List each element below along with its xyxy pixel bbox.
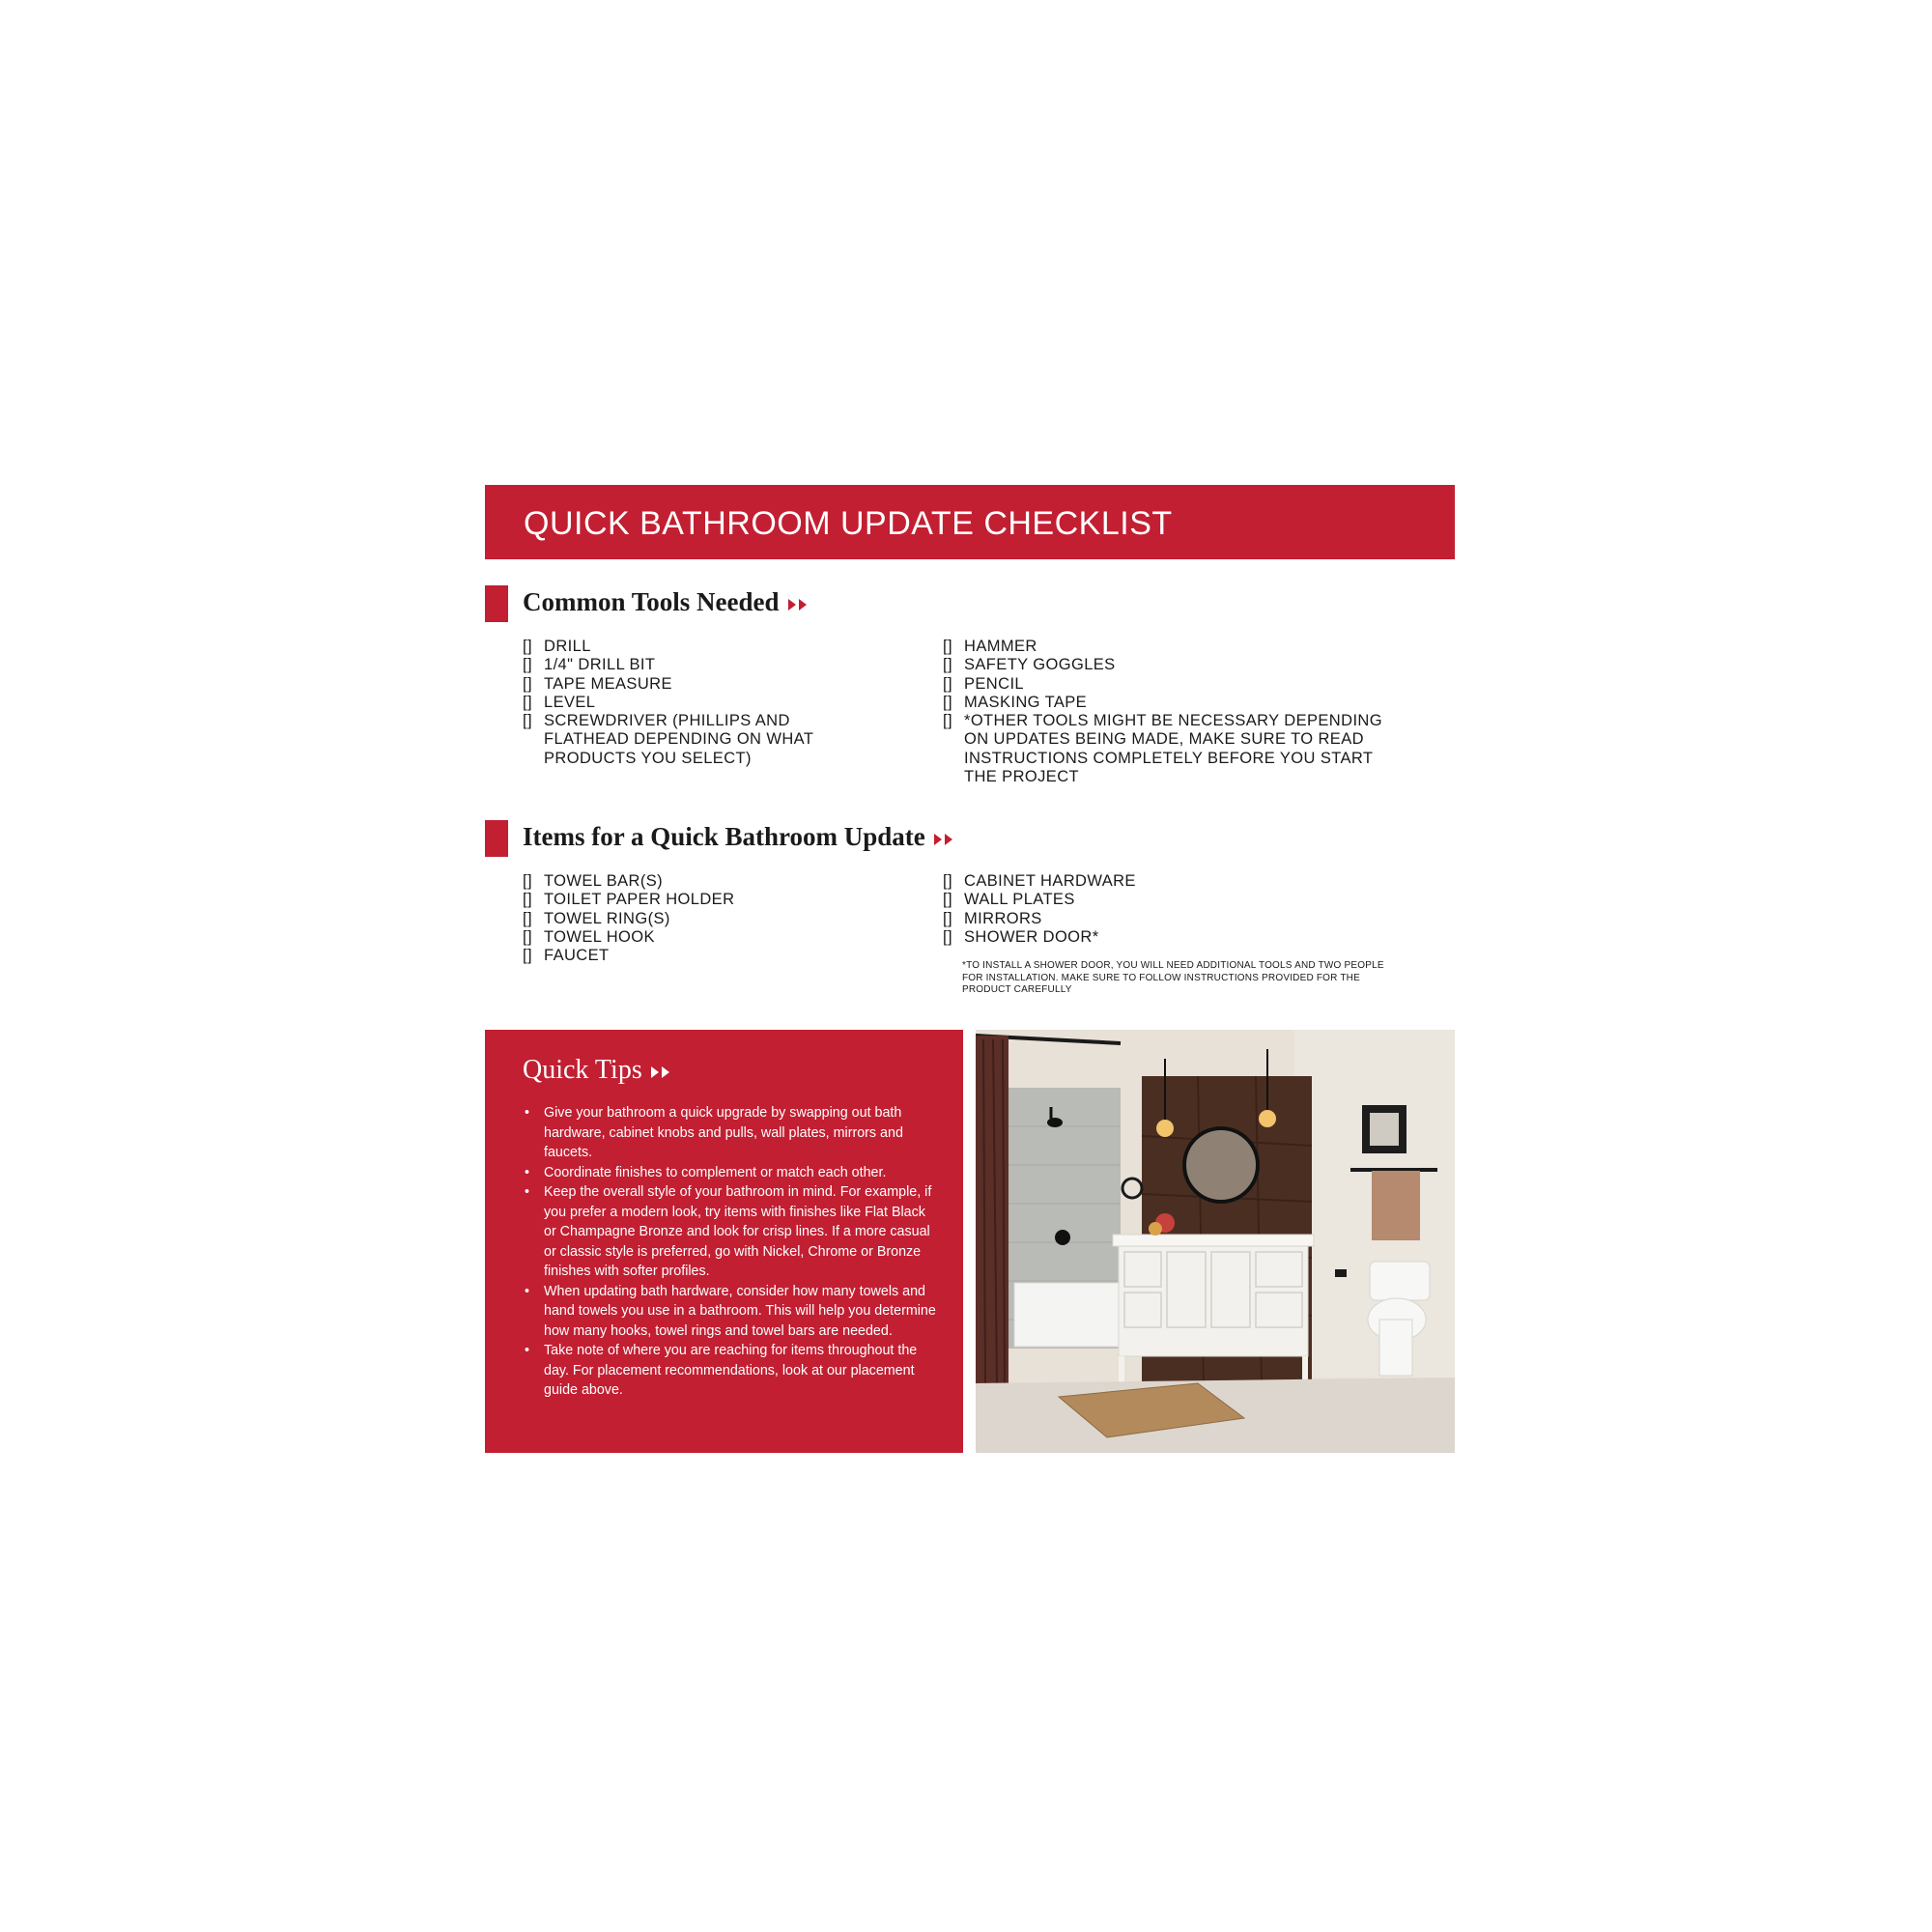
section-title-items bbox=[523, 822, 954, 852]
tip-text: When updating bath hardware, consider how many towels and hand towels you use in a bathroom. This will help you determine how many hooks, towel rings and towel bars are needed. bbox=[544, 1283, 936, 1339]
checkbox-brackets: [] bbox=[943, 712, 952, 730]
header-banner bbox=[485, 485, 1455, 559]
checklist-item-label: TOILET PAPER HOLDER bbox=[544, 891, 735, 909]
checklist-item bbox=[523, 891, 841, 909]
checkbox-brackets: [] bbox=[943, 891, 952, 909]
checklist-item bbox=[943, 928, 1392, 947]
double-chevron-right-icon bbox=[933, 833, 954, 846]
bullet-icon: • bbox=[525, 1283, 530, 1299]
checklist-item bbox=[943, 910, 1392, 928]
double-chevron-right-icon bbox=[787, 598, 809, 611]
checkbox-brackets: [] bbox=[943, 693, 952, 711]
checklist-item-label: WALL PLATES bbox=[964, 891, 1075, 909]
checklist-item-label: SCREWDRIVER (PHILLIPS AND FLATHEAD DEPENDING ON WHAT PRODUCTS YOU SELECT) bbox=[544, 712, 814, 767]
checklist-item-label: TOWEL HOOK bbox=[544, 927, 655, 946]
checklist-item bbox=[943, 675, 1392, 694]
items-list-left bbox=[523, 872, 841, 965]
section-title-text: Common Tools Needed bbox=[523, 587, 780, 616]
checklist-item-label: FAUCET bbox=[544, 947, 610, 965]
checkbox-brackets: [] bbox=[523, 909, 532, 927]
bullet-icon: • bbox=[525, 1105, 530, 1121]
section-title-tools bbox=[523, 587, 809, 617]
section-marker bbox=[485, 820, 508, 857]
tip-item bbox=[523, 1103, 938, 1163]
quick-tips-panel bbox=[485, 1030, 963, 1453]
checklist-item-label: LEVEL bbox=[544, 693, 596, 711]
checklist-item-label: TOWEL BAR(S) bbox=[544, 872, 664, 890]
tools-list-right bbox=[943, 638, 1392, 786]
items-list-right bbox=[943, 872, 1392, 947]
quick-tips-title bbox=[523, 1055, 671, 1086]
checklist-item-label: SHOWER DOOR* bbox=[964, 927, 1099, 946]
checklist-item-label: MIRRORS bbox=[964, 909, 1042, 927]
checklist-item-label: CABINET HARDWARE bbox=[964, 872, 1136, 890]
checklist-item bbox=[523, 656, 841, 674]
checklist-item bbox=[523, 712, 841, 768]
checklist-item bbox=[523, 675, 841, 694]
tip-text: Take note of where you are reaching for items throughout the day. For placement recommendations, look at our placement guide above. bbox=[544, 1343, 918, 1398]
checkbox-brackets: [] bbox=[943, 638, 952, 655]
checklist-item bbox=[943, 712, 1392, 786]
checklist-item bbox=[943, 891, 1392, 909]
checkbox-brackets: [] bbox=[523, 927, 532, 946]
checklist-item bbox=[943, 694, 1392, 712]
checkbox-brackets: [] bbox=[943, 927, 952, 946]
checkbox-brackets: [] bbox=[523, 872, 532, 890]
checklist-item bbox=[943, 638, 1392, 656]
tip-item bbox=[523, 1282, 938, 1342]
tip-text: Keep the overall style of your bathroom in mind. For example, if you prefer a modern look, try items with finishes like Flat Black or Champagne Bronze and look for crisp lines. If a more casual or classic style is preferred, go with Nickel, Chrome or Bronze finishes with softer profiles. bbox=[544, 1184, 932, 1279]
checklist-item bbox=[523, 947, 841, 965]
checklist-item bbox=[523, 872, 841, 891]
checkbox-brackets: [] bbox=[943, 674, 952, 693]
checklist-item bbox=[523, 928, 841, 947]
tip-item bbox=[523, 1341, 938, 1401]
checkbox-brackets: [] bbox=[523, 712, 532, 730]
checkbox-brackets: [] bbox=[943, 909, 952, 927]
bullet-icon: • bbox=[525, 1164, 530, 1180]
checkbox-brackets: [] bbox=[943, 872, 952, 890]
checklist-item-label: *OTHER TOOLS MIGHT BE NECESSARY DEPENDING ON UPDATES BEING MADE, MAKE SURE TO READ INSTRUCTIONS COMPLETELY BEFORE YOU START THE PROJECT bbox=[964, 712, 1382, 786]
checkbox-brackets: [] bbox=[523, 891, 532, 909]
checklist-item-label: TAPE MEASURE bbox=[544, 674, 672, 693]
section-marker bbox=[485, 585, 508, 622]
tip-text: Give your bathroom a quick upgrade by swapping out bath hardware, cabinet knobs and pulls, wall plates, mirrors and faucets. bbox=[544, 1105, 903, 1160]
checklist-item bbox=[523, 910, 841, 928]
checkbox-brackets: [] bbox=[523, 674, 532, 693]
tip-item bbox=[523, 1182, 938, 1282]
checklist-item-label: 1/4" DRILL BIT bbox=[544, 656, 656, 674]
double-chevron-right-icon bbox=[650, 1065, 671, 1079]
checkbox-brackets: [] bbox=[523, 638, 532, 655]
checklist-item bbox=[943, 656, 1392, 674]
section-title-text: Quick Tips bbox=[523, 1055, 642, 1085]
checklist-item-label: PENCIL bbox=[964, 674, 1025, 693]
tip-text: Coordinate finishes to complement or match each other. bbox=[544, 1164, 887, 1180]
bullet-icon: • bbox=[525, 1343, 530, 1358]
checklist-item bbox=[523, 694, 841, 712]
section-title-text: Items for a Quick Bathroom Update bbox=[523, 822, 925, 851]
tools-list-left bbox=[523, 638, 841, 768]
shower-door-footnote: *TO INSTALL A SHOWER DOOR, YOU WILL NEED ADDITIONAL TOOLS AND TWO PEOPLE FOR INSTALLATION. MAKE SURE TO FOLLOW INSTRUCTIONS PROVIDED FOR THE PRODUCT CAREFULLY bbox=[962, 960, 1384, 995]
checkbox-brackets: [] bbox=[523, 693, 532, 711]
checklist-item-label: TOWEL RING(S) bbox=[544, 909, 670, 927]
bathroom-photo bbox=[976, 1030, 1455, 1453]
checkbox-brackets: [] bbox=[523, 947, 532, 965]
page-title: QUICK BATHROOM UPDATE CHECKLIST bbox=[524, 505, 1173, 542]
checklist-item-label: DRILL bbox=[544, 638, 591, 655]
checklist-item-label: HAMMER bbox=[964, 638, 1037, 655]
checklist-item-label: MASKING TAPE bbox=[964, 693, 1088, 711]
checkbox-brackets: [] bbox=[943, 656, 952, 674]
bullet-icon: • bbox=[525, 1184, 530, 1200]
tip-item bbox=[523, 1163, 938, 1183]
quick-tips-list bbox=[523, 1103, 938, 1401]
checklist-item-label: SAFETY GOGGLES bbox=[964, 656, 1116, 674]
checkbox-brackets: [] bbox=[523, 656, 532, 674]
checklist-item bbox=[523, 638, 841, 656]
checklist-item bbox=[943, 872, 1392, 891]
